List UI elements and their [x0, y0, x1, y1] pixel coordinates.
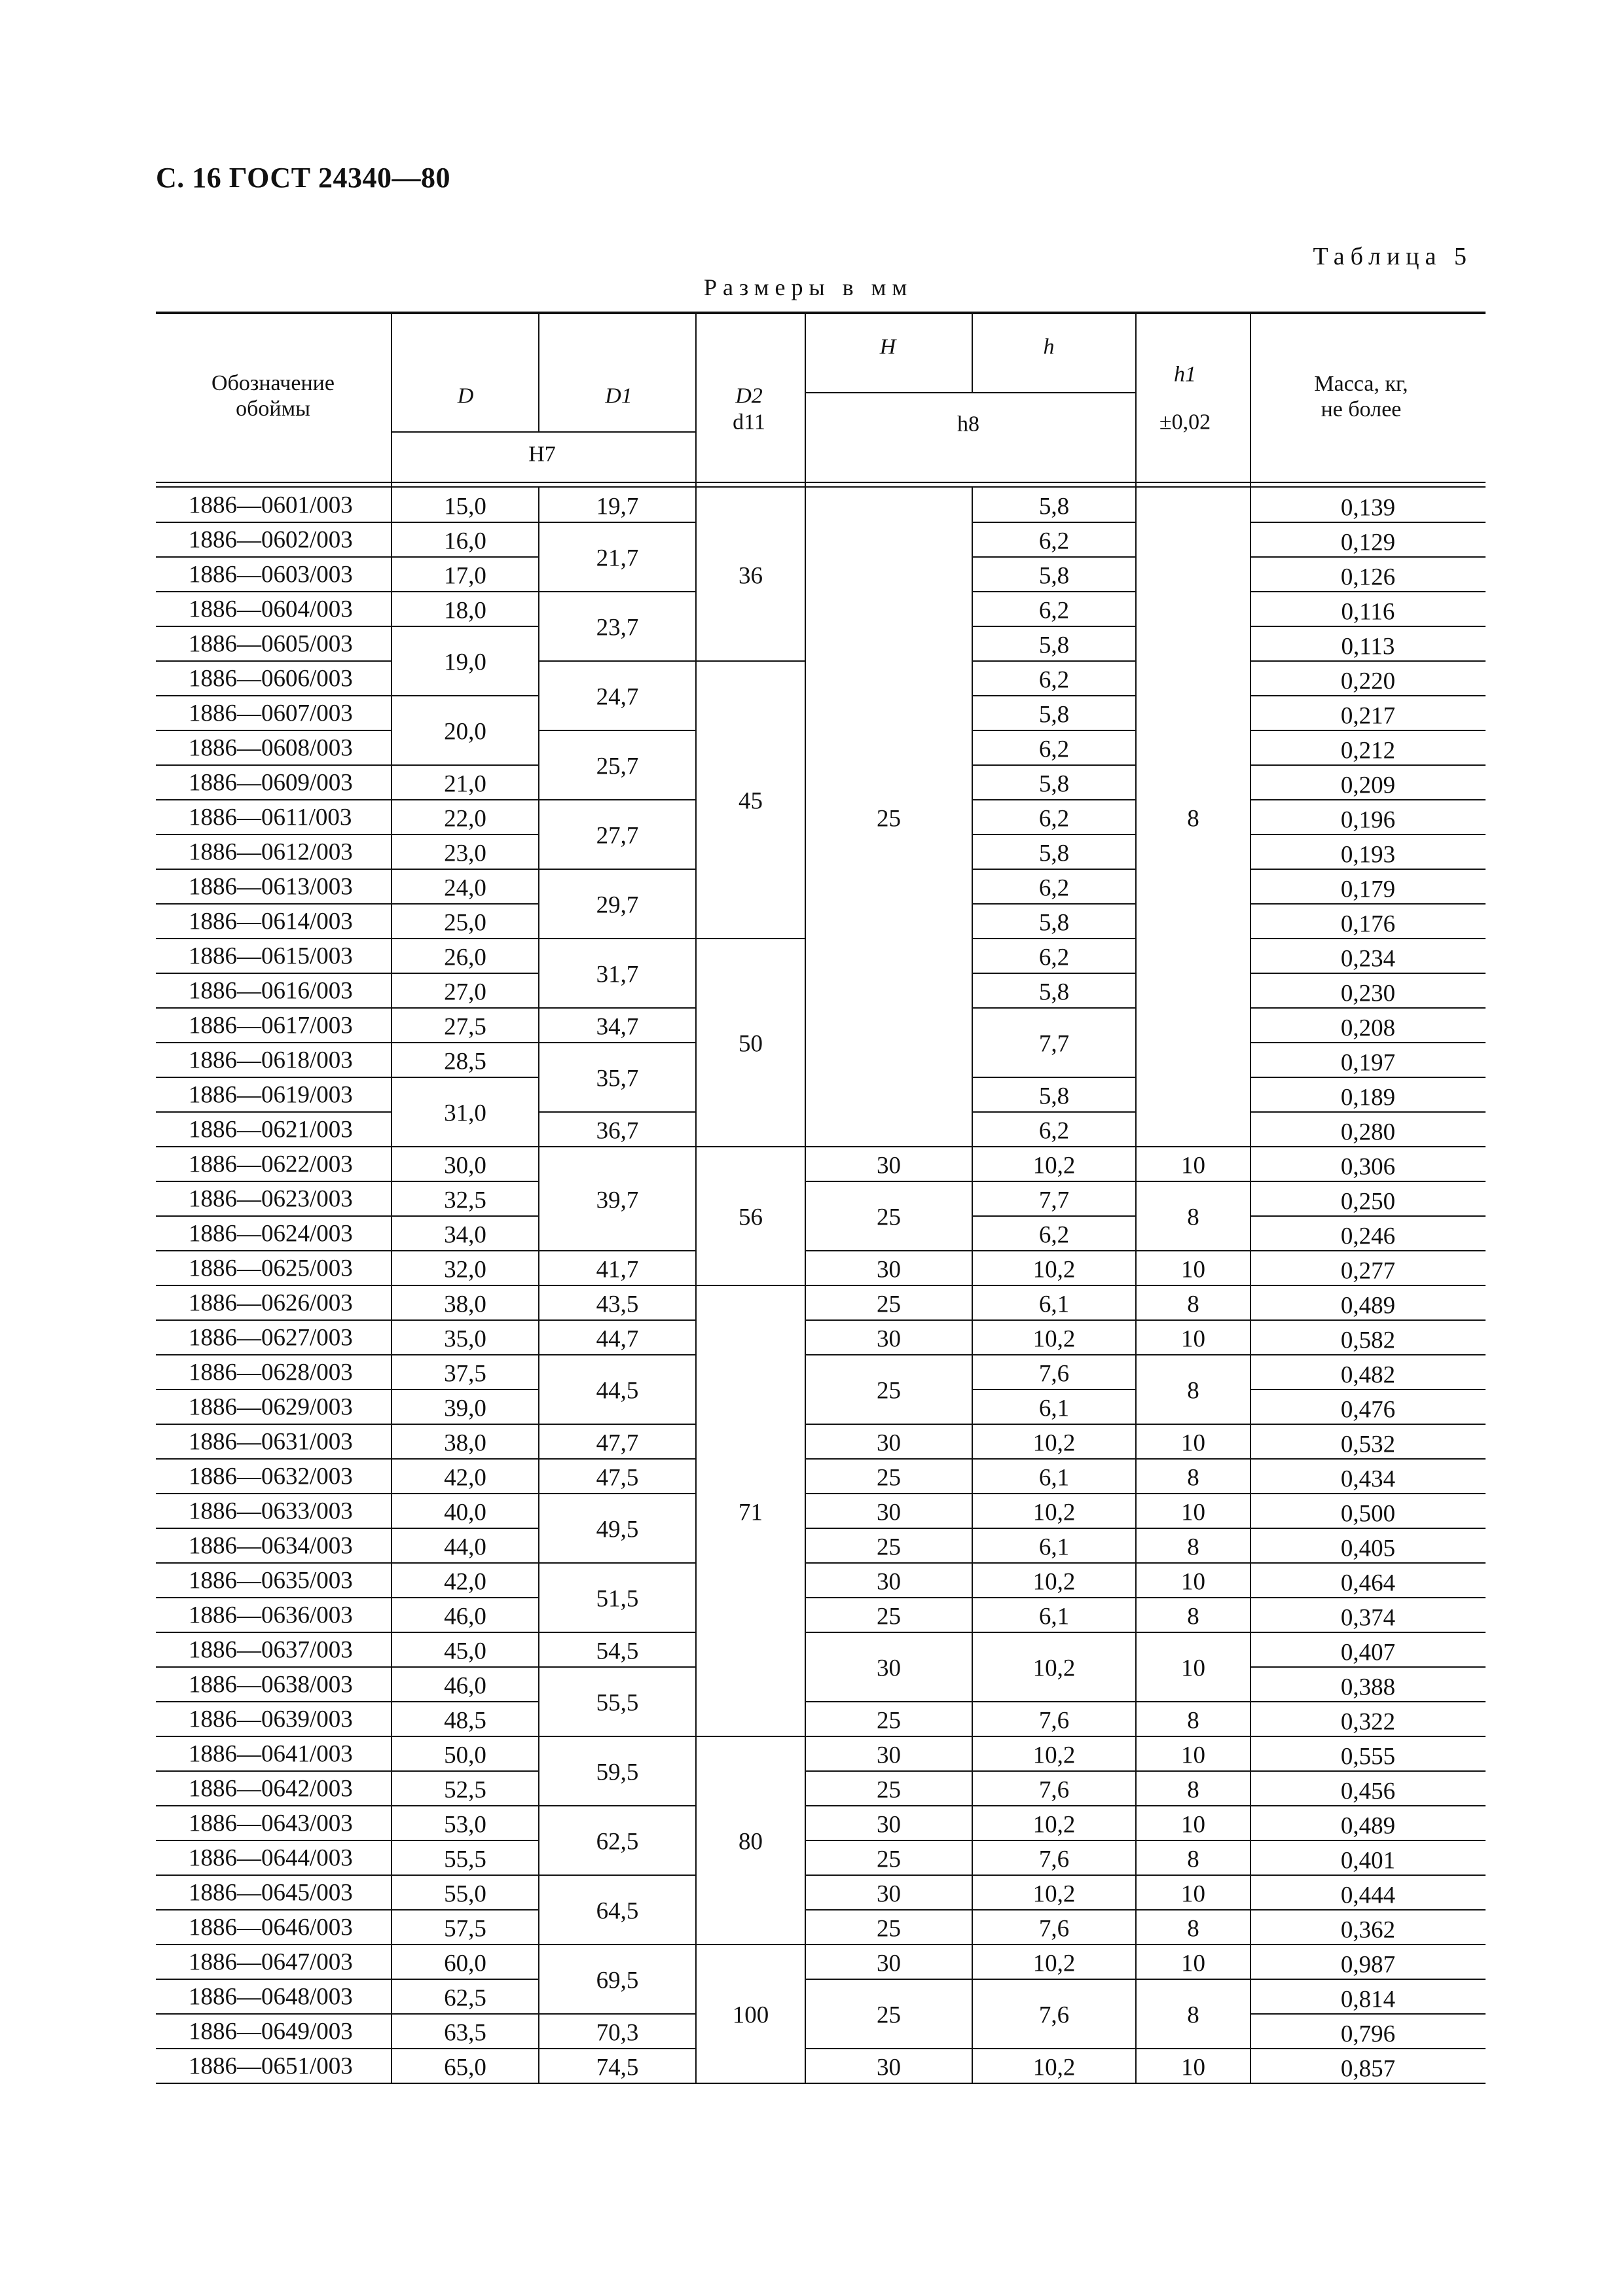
row-mass: 0,139	[1340, 494, 1396, 521]
cell-D: 62,5	[444, 1984, 486, 2011]
row-designation: 1886—0623/003	[189, 1185, 353, 1212]
cell-D: 46,0	[444, 1672, 486, 1699]
cell-H: 25	[877, 1377, 901, 1405]
cell-h1: 8	[1187, 805, 1199, 832]
cell-D2: 56	[739, 1204, 763, 1231]
row-designation: 1886—0617/003	[189, 1012, 353, 1039]
units-caption: Размеры в мм	[704, 274, 913, 300]
row-mass: 0,555	[1340, 1743, 1396, 1770]
cell-h: 5,8	[1038, 701, 1070, 728]
cell-H: 30	[877, 2054, 901, 2081]
row-designation: 1886—0614/003	[189, 908, 353, 935]
cell-D: 57,5	[444, 1915, 486, 1942]
row-designation: 1886—0632/003	[189, 1463, 353, 1490]
header-mass-text: Масса, кг, не более	[1314, 371, 1408, 422]
row-mass: 0,280	[1340, 1119, 1396, 1145]
cell-D1: 31,7	[596, 961, 639, 988]
row-mass: 0,176	[1340, 910, 1396, 937]
cell-D: 38,0	[444, 1429, 486, 1456]
cell-D: 22,0	[444, 805, 486, 832]
row-designation: 1886—0643/003	[189, 1810, 353, 1837]
cell-D: 21,0	[444, 770, 486, 797]
row-designation: 1886—0622/003	[189, 1151, 353, 1177]
cell-D2: 50	[739, 1030, 763, 1058]
cell-D2: 45	[739, 787, 763, 815]
cell-D: 39,0	[444, 1395, 486, 1422]
row-mass: 0,113	[1341, 633, 1395, 660]
row-designation: 1886—0645/003	[189, 1879, 353, 1906]
cell-H: 25	[877, 2001, 901, 2029]
cell-D1: 35,7	[596, 1065, 639, 1092]
cell-D: 16,0	[444, 528, 486, 554]
cell-h1: 8	[1187, 1291, 1199, 1318]
cell-D1: 44,7	[596, 1325, 639, 1352]
row-designation: 1886—0628/003	[189, 1359, 353, 1386]
row-designation: 1886—0647/003	[189, 1948, 353, 1975]
row-mass: 0,857	[1340, 2055, 1396, 2082]
row-mass: 0,814	[1340, 1986, 1396, 2013]
row-mass: 0,500	[1340, 1500, 1396, 1527]
cell-D1: 25,7	[596, 753, 639, 780]
row-designation: 1886—0611/003	[189, 804, 352, 831]
cell-H: 25	[877, 1846, 901, 1873]
cell-h1: 8	[1187, 1204, 1199, 1231]
cell-h: 10,2	[1032, 1880, 1076, 1907]
row-mass: 0,464	[1340, 1570, 1396, 1596]
cell-D2: 36	[739, 562, 763, 589]
header-h1: h1	[1174, 362, 1196, 387]
row-mass: 0,388	[1340, 1674, 1396, 1700]
cell-D: 50,0	[444, 1742, 486, 1768]
cell-D: 25,0	[444, 909, 486, 936]
cell-D1: 36,7	[596, 1117, 639, 1144]
cell-h: 5,8	[1038, 770, 1070, 797]
cell-h: 6,2	[1038, 736, 1070, 762]
cell-h: 10,2	[1032, 1811, 1076, 1838]
cell-D: 65,0	[444, 2054, 486, 2081]
row-mass: 0,582	[1340, 1327, 1396, 1354]
cell-H: 30	[877, 1152, 901, 1179]
cell-D2: 71	[739, 1499, 763, 1526]
cell-h: 5,8	[1038, 562, 1070, 589]
row-designation: 1886—0604/003	[189, 596, 353, 622]
row-mass: 0,277	[1340, 1257, 1396, 1284]
cell-h1: 10	[1181, 1325, 1205, 1352]
cell-H: 30	[877, 1742, 901, 1768]
cell-h1: 8	[1187, 2001, 1199, 2029]
cell-H: 30	[877, 1568, 901, 1595]
cell-D: 44,0	[444, 1534, 486, 1560]
cell-D1: 59,5	[596, 1759, 639, 1786]
cell-D: 19,0	[444, 649, 486, 676]
cell-H: 25	[877, 1603, 901, 1630]
cell-D: 55,0	[444, 1880, 486, 1907]
cell-h: 6,2	[1038, 944, 1070, 971]
cell-h: 10,2	[1032, 1152, 1076, 1179]
cell-D1: 62,5	[596, 1828, 639, 1856]
cell-D1: 24,7	[596, 683, 639, 711]
cell-h: 6,2	[1038, 874, 1070, 901]
cell-H: 25	[877, 1291, 901, 1318]
cell-H: 25	[877, 805, 901, 832]
row-mass: 0,306	[1340, 1153, 1396, 1180]
row-mass: 0,987	[1340, 1951, 1396, 1978]
cell-D: 27,0	[444, 978, 486, 1005]
cell-D: 15,0	[444, 493, 486, 520]
cell-h: 6,1	[1038, 1603, 1070, 1630]
cell-H: 30	[877, 1256, 901, 1283]
cell-h1: 8	[1187, 1377, 1199, 1405]
cell-h: 10,2	[1032, 1742, 1076, 1768]
cell-D: 32,0	[444, 1256, 486, 1283]
row-mass: 0,217	[1340, 702, 1396, 729]
cell-D1: 41,7	[596, 1256, 639, 1283]
row-designation: 1886—0644/003	[189, 1844, 353, 1871]
cell-D1: 74,5	[596, 2054, 639, 2081]
row-designation: 1886—0618/003	[189, 1047, 353, 1073]
cell-h: 6,2	[1038, 528, 1070, 554]
row-mass: 0,212	[1340, 737, 1396, 764]
cell-h: 5,8	[1038, 978, 1070, 1005]
cell-D1: 19,7	[596, 493, 639, 520]
cell-h1: 10	[1181, 1152, 1205, 1179]
cell-D2: 100	[732, 2001, 769, 2029]
row-mass: 0,246	[1340, 1223, 1396, 1249]
cell-h: 6,1	[1038, 1464, 1070, 1491]
cell-h1: 8	[1187, 1846, 1199, 1873]
cell-h: 7,6	[1038, 1846, 1070, 1873]
cell-D: 35,0	[444, 1325, 486, 1352]
cell-h1: 10	[1181, 1811, 1205, 1838]
row-designation: 1886—0627/003	[189, 1324, 353, 1351]
cell-D: 27,5	[444, 1013, 486, 1040]
cell-h: 5,8	[1038, 840, 1070, 867]
header-designation-text: Обозначение обоймы	[211, 370, 335, 421]
cell-h: 5,8	[1038, 493, 1070, 520]
cell-h1: 8	[1187, 1534, 1199, 1560]
cell-h: 6,2	[1038, 1117, 1070, 1144]
cell-h1: 8	[1187, 1707, 1199, 1734]
row-mass: 0,489	[1340, 1812, 1396, 1839]
cell-D2: 80	[739, 1828, 763, 1856]
cell-D1: 70,3	[596, 2019, 639, 2046]
row-mass: 0,234	[1340, 945, 1396, 972]
row-mass: 0,405	[1340, 1535, 1396, 1562]
cell-H: 25	[877, 1915, 901, 1942]
cell-h: 7,7	[1038, 1187, 1070, 1213]
row-designation: 1886—0625/003	[189, 1255, 353, 1282]
row-designation: 1886—0648/003	[189, 1983, 353, 2010]
cell-h: 10,2	[1032, 1655, 1076, 1682]
row-mass: 0,476	[1340, 1396, 1396, 1423]
cell-H: 30	[877, 1429, 901, 1456]
cell-D: 37,5	[444, 1360, 486, 1387]
cell-h1: 10	[1181, 1655, 1205, 1682]
cell-h1: 8	[1187, 1915, 1199, 1942]
table-number-label: Таблица 5	[1313, 243, 1472, 270]
row-designation: 1886—0605/003	[189, 630, 353, 657]
cell-D: 63,5	[444, 2019, 486, 2046]
cell-h: 5,8	[1038, 909, 1070, 936]
row-designation: 1886—0631/003	[189, 1428, 353, 1455]
cell-h1: 10	[1181, 2054, 1205, 2081]
cell-D1: 55,5	[596, 1689, 639, 1717]
cell-D: 20,0	[444, 718, 486, 745]
cell-D1: 69,5	[596, 1967, 639, 1994]
header-h: h	[1043, 334, 1055, 359]
cell-h: 10,2	[1032, 1429, 1076, 1456]
cell-H: 30	[877, 1811, 901, 1838]
cell-D: 30,0	[444, 1152, 486, 1179]
cell-h: 7,7	[1038, 1030, 1070, 1058]
cell-D1: 27,7	[596, 822, 639, 850]
cell-h: 10,2	[1032, 1325, 1076, 1352]
cell-D: 26,0	[444, 944, 486, 971]
row-designation: 1886—0649/003	[189, 2018, 353, 2045]
cell-h1: 10	[1181, 1568, 1205, 1595]
cell-D1: 54,5	[596, 1638, 639, 1664]
row-designation: 1886—0651/003	[189, 2053, 353, 2079]
cell-h: 6,2	[1038, 597, 1070, 624]
cell-h1: 8	[1187, 1603, 1199, 1630]
cell-h: 6,2	[1038, 1221, 1070, 1248]
row-mass: 0,482	[1340, 1361, 1396, 1388]
row-mass: 0,220	[1340, 668, 1396, 694]
cell-h1: 10	[1181, 1742, 1205, 1768]
cell-D: 31,0	[444, 1100, 486, 1127]
cell-H: 30	[877, 1655, 901, 1682]
row-mass: 0,116	[1341, 598, 1395, 625]
cell-D: 24,0	[444, 874, 486, 901]
cell-D: 42,0	[444, 1568, 486, 1595]
cell-D: 34,0	[444, 1221, 486, 1248]
cell-h1: 10	[1181, 1429, 1205, 1456]
cell-H: 30	[877, 1499, 901, 1526]
row-designation: 1886—0639/003	[189, 1706, 353, 1732]
header-D: D	[457, 384, 474, 408]
row-mass: 0,196	[1340, 806, 1396, 833]
cell-h: 7,6	[1038, 1707, 1070, 1734]
row-designation: 1886—0633/003	[189, 1498, 353, 1524]
header-tolerance-h8: h8	[957, 412, 979, 437]
cell-H: 25	[877, 1204, 901, 1231]
cell-H: 25	[877, 1776, 901, 1803]
row-designation: 1886—0606/003	[189, 665, 353, 692]
row-designation: 1886—0624/003	[189, 1220, 353, 1247]
row-mass: 0,179	[1340, 876, 1396, 903]
cell-h: 5,8	[1038, 1083, 1070, 1109]
cell-h: 5,8	[1038, 632, 1070, 658]
row-mass: 0,532	[1340, 1431, 1396, 1458]
row-designation: 1886—0629/003	[189, 1393, 353, 1420]
cell-h: 10,2	[1032, 1950, 1076, 1977]
cell-h: 7,6	[1038, 1360, 1070, 1387]
cell-H: 30	[877, 1880, 901, 1907]
cell-h1: 8	[1187, 1776, 1199, 1803]
cell-h: 7,6	[1038, 1776, 1070, 1803]
cell-h: 10,2	[1032, 1568, 1076, 1595]
row-designation: 1886—0619/003	[189, 1081, 353, 1108]
cell-h: 6,2	[1038, 666, 1070, 693]
header-tolerance-H7: H7	[528, 442, 556, 467]
cell-D1: 23,7	[596, 614, 639, 641]
row-designation: 1886—0615/003	[189, 942, 353, 969]
cell-D: 40,0	[444, 1499, 486, 1526]
cell-D1: 64,5	[596, 1897, 639, 1925]
row-mass: 0,189	[1340, 1084, 1396, 1111]
row-mass: 0,193	[1340, 841, 1396, 868]
cell-D: 42,0	[444, 1464, 486, 1491]
cell-D1: 47,7	[596, 1429, 639, 1456]
cell-D: 45,0	[444, 1638, 486, 1664]
cell-D: 55,5	[444, 1846, 486, 1873]
cell-D1: 49,5	[596, 1516, 639, 1543]
row-mass: 0,129	[1340, 529, 1396, 556]
row-mass: 0,489	[1340, 1292, 1396, 1319]
cell-D1: 51,5	[596, 1585, 639, 1613]
cell-D1: 44,5	[596, 1377, 639, 1405]
row-mass: 0,796	[1340, 2020, 1396, 2047]
cell-D1: 21,7	[596, 545, 639, 572]
header-D1	[605, 383, 632, 408]
row-designation: 1886—0634/003	[189, 1532, 353, 1559]
header-mass	[1314, 371, 1408, 422]
row-designation: 1886—0636/003	[189, 1602, 353, 1628]
row-designation: 1886—0621/003	[189, 1116, 353, 1143]
header-tolerance-d11: d11	[733, 410, 765, 435]
cell-h: 6,2	[1038, 805, 1070, 832]
cell-D1: 34,7	[596, 1013, 639, 1040]
row-mass: 0,230	[1340, 980, 1396, 1007]
cell-h1: 10	[1181, 1950, 1205, 1977]
cell-h: 6,1	[1038, 1534, 1070, 1560]
row-designation: 1886—0613/003	[189, 873, 353, 900]
cell-D1: 39,7	[596, 1187, 639, 1213]
row-mass: 0,456	[1340, 1778, 1396, 1804]
row-mass: 0,126	[1340, 564, 1396, 590]
cell-D1: 29,7	[596, 891, 639, 919]
row-designation: 1886—0601/003	[189, 492, 353, 518]
row-designation: 1886—0607/003	[189, 700, 353, 726]
cell-h: 6,1	[1038, 1291, 1070, 1318]
cell-h: 10,2	[1032, 1499, 1076, 1526]
cell-D: 46,0	[444, 1603, 486, 1630]
row-mass: 0,401	[1340, 1847, 1396, 1874]
row-mass: 0,444	[1340, 1882, 1396, 1909]
row-designation: 1886—0616/003	[189, 977, 353, 1004]
cell-H: 30	[877, 1325, 901, 1352]
page-header: С. 16 ГОСТ 24340—80	[156, 162, 451, 194]
cell-D: 18,0	[444, 597, 486, 624]
cell-H: 25	[877, 1707, 901, 1734]
row-designation: 1886—0646/003	[189, 1914, 353, 1941]
row-designation: 1886—0638/003	[189, 1671, 353, 1698]
row-designation: 1886—0642/003	[189, 1775, 353, 1802]
cell-h: 6,1	[1038, 1395, 1070, 1422]
cell-h1: 8	[1187, 1464, 1199, 1491]
row-mass: 0,407	[1340, 1639, 1396, 1666]
row-designation: 1886—0637/003	[189, 1636, 353, 1663]
cell-h: 7,6	[1038, 2001, 1070, 2029]
row-designation: 1886—0635/003	[189, 1567, 353, 1594]
row-mass: 0,197	[1340, 1049, 1396, 1076]
cell-D: 38,0	[444, 1291, 486, 1318]
cell-D: 60,0	[444, 1950, 486, 1977]
cell-H: 25	[877, 1534, 901, 1560]
header-D1-text: D1	[605, 384, 632, 408]
row-mass: 0,362	[1340, 1916, 1396, 1943]
header-tolerance-h1: ±0,02	[1159, 410, 1211, 435]
cell-h: 10,2	[1032, 1256, 1076, 1283]
cell-h: 10,2	[1032, 2054, 1076, 2081]
row-designation: 1886—0609/003	[189, 769, 353, 796]
row-mass: 0,374	[1340, 1604, 1396, 1631]
row-mass: 0,434	[1340, 1465, 1396, 1492]
header-D2: D2	[735, 384, 763, 408]
header-designation	[211, 370, 335, 422]
cell-D: 28,5	[444, 1048, 486, 1075]
cell-H: 30	[877, 1950, 901, 1977]
row-mass: 0,250	[1340, 1188, 1396, 1215]
row-designation: 1886—0602/003	[189, 526, 353, 553]
cell-H: 25	[877, 1464, 901, 1491]
cell-h1: 10	[1181, 1256, 1205, 1283]
cell-D1: 47,5	[596, 1464, 639, 1491]
cell-D: 17,0	[444, 562, 486, 589]
cell-D1: 43,5	[596, 1291, 639, 1318]
cell-D: 53,0	[444, 1811, 486, 1838]
header-H: H	[879, 334, 896, 359]
row-mass: 0,209	[1340, 772, 1396, 798]
cell-D: 32,5	[444, 1187, 486, 1213]
row-designation: 1886—0608/003	[189, 734, 353, 761]
cell-h: 7,6	[1038, 1915, 1070, 1942]
cell-D: 23,0	[444, 840, 486, 867]
row-designation: 1886—0641/003	[189, 1740, 353, 1767]
row-mass: 0,208	[1340, 1014, 1396, 1041]
row-designation: 1886—0603/003	[189, 561, 353, 588]
cell-D: 52,5	[444, 1776, 486, 1803]
row-mass: 0,322	[1340, 1708, 1396, 1735]
cell-D: 48,5	[444, 1707, 486, 1734]
row-designation: 1886—0612/003	[189, 838, 353, 865]
cell-h1: 10	[1181, 1880, 1205, 1907]
row-designation: 1886—0626/003	[189, 1289, 353, 1316]
cell-h1: 10	[1181, 1499, 1205, 1526]
